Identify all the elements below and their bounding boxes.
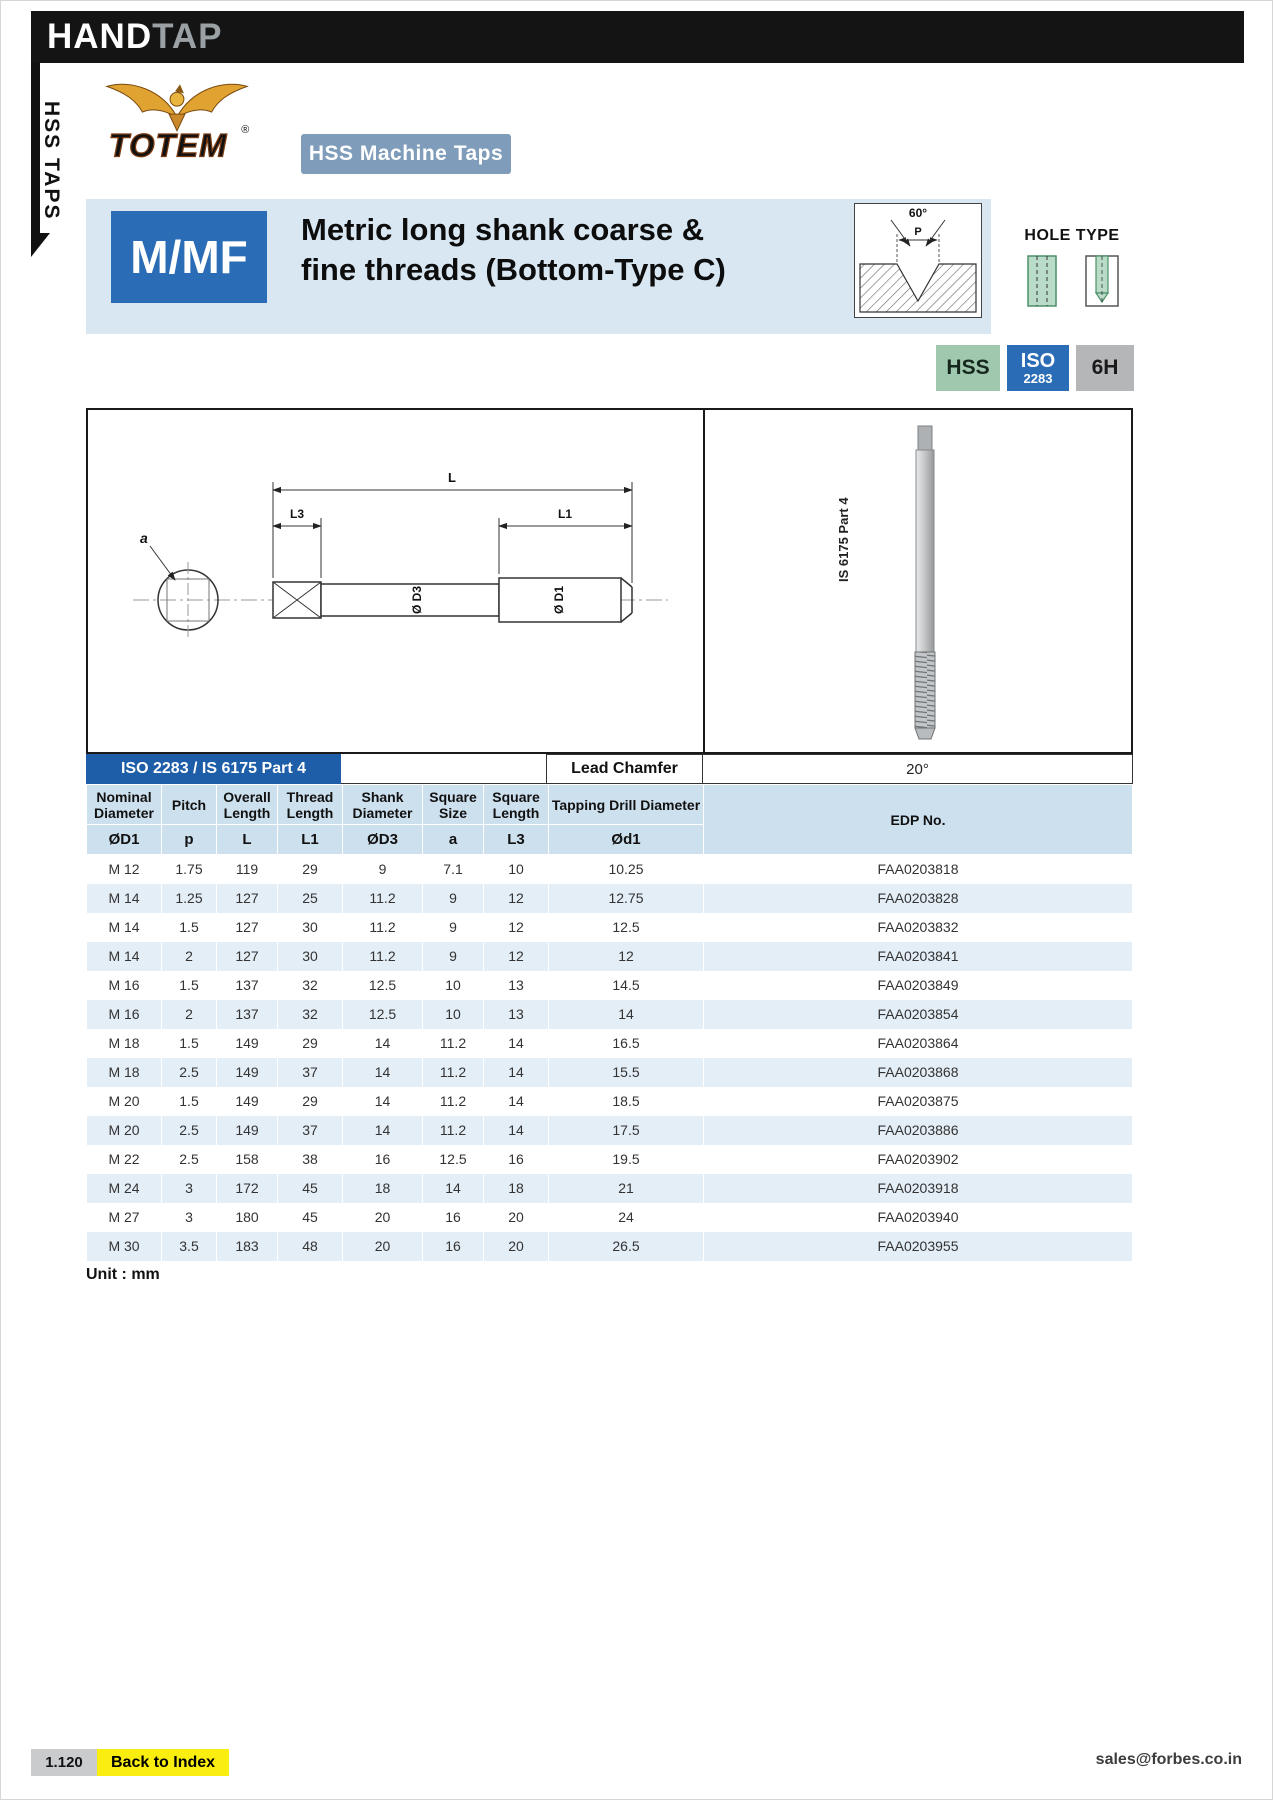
spec-cell: M 16 — [87, 1000, 162, 1029]
banner-title-bold: HAND — [47, 17, 153, 56]
badge-iso-sublabel: 2283 — [1023, 370, 1053, 386]
badge-iso-label: ISO — [1020, 349, 1056, 372]
table-row — [87, 1203, 1133, 1232]
spec-cell: 37 — [278, 1116, 343, 1145]
spec-cell: 14 — [343, 1058, 423, 1087]
edp-cell: FAA0203854 — [704, 1000, 1133, 1029]
spec-cell: M 20 — [87, 1116, 162, 1145]
banner-title-light: TAP — [152, 17, 223, 56]
table-row — [87, 1058, 1133, 1087]
spec-cell: 2.5 — [162, 1116, 217, 1145]
table-row — [87, 855, 1133, 884]
spec-cell: 9 — [343, 855, 423, 884]
spec-cell: 3 — [162, 1174, 217, 1203]
spec-cell: 11.2 — [423, 1029, 484, 1058]
spec-cell: 2.5 — [162, 1145, 217, 1174]
dim-d1-label: Ø D1 — [552, 585, 567, 615]
spec-table — [86, 784, 1133, 1261]
table-row — [87, 1116, 1133, 1145]
hole-type-icons — [1001, 253, 1143, 309]
spec-cell: 20 — [484, 1203, 549, 1232]
sidebar-section-label: HSS TAPS — [40, 101, 63, 221]
spec-cell: 1.5 — [162, 1029, 217, 1058]
spec-cell: 14 — [484, 1116, 549, 1145]
page-number: 1.120 — [31, 1749, 97, 1776]
edp-cell: FAA0203886 — [704, 1116, 1133, 1145]
spec-cell: 149 — [217, 1087, 278, 1116]
table-row — [87, 971, 1133, 1000]
standard-vertical-label: IS 6175 Part 4 — [836, 497, 851, 582]
col-symbol-p: p — [162, 825, 217, 855]
spec-cell: 119 — [217, 855, 278, 884]
back-to-index-link[interactable]: Back to Index — [97, 1749, 229, 1776]
spec-cell: 45 — [278, 1174, 343, 1203]
spec-cell: 38 — [278, 1145, 343, 1174]
spec-cell: M 14 — [87, 884, 162, 913]
spec-cell: M 24 — [87, 1174, 162, 1203]
spec-cell: 12.5 — [343, 1000, 423, 1029]
spec-cell: 180 — [217, 1203, 278, 1232]
spec-cell: 149 — [217, 1029, 278, 1058]
spec-cell: 10 — [484, 855, 549, 884]
dim-l-label: L — [448, 470, 456, 485]
spec-cell: M 22 — [87, 1145, 162, 1174]
sidebar-arrow-icon — [31, 233, 50, 257]
spec-cell: 1.5 — [162, 971, 217, 1000]
spec-cell: 13 — [484, 1000, 549, 1029]
spec-cell: 14 — [484, 1087, 549, 1116]
spec-cell: M 30 — [87, 1232, 162, 1261]
spec-cell: 25 — [278, 884, 343, 913]
thread-profile-diagram — [854, 203, 982, 318]
spec-cell: 26.5 — [549, 1232, 704, 1261]
spec-cell: 7.1 — [423, 855, 484, 884]
dim-l1-label: L1 — [557, 507, 573, 521]
table-row — [87, 1029, 1133, 1058]
eagle-icon — [107, 84, 247, 131]
spec-cell: 1.5 — [162, 1087, 217, 1116]
edp-cell: FAA0203875 — [704, 1087, 1133, 1116]
spec-cell: 10.25 — [549, 855, 704, 884]
table-row — [87, 1174, 1133, 1203]
spec-cell: 158 — [217, 1145, 278, 1174]
spec-cell: 32 — [278, 1000, 343, 1029]
dim-a-label: a — [140, 530, 148, 546]
spec-cell: 18 — [343, 1174, 423, 1203]
spec-cell: 2.5 — [162, 1058, 217, 1087]
spec-cell: 12 — [484, 913, 549, 942]
spec-cell: 30 — [278, 913, 343, 942]
spec-cell: 16 — [343, 1145, 423, 1174]
spec-cell: 16.5 — [549, 1029, 704, 1058]
contact-email-link[interactable]: sales@forbes.co.in — [1095, 1751, 1242, 1768]
product-line-badge: HSS Machine Taps — [301, 134, 511, 174]
spec-cell: 12.5 — [343, 971, 423, 1000]
edp-cell: FAA0203955 — [704, 1232, 1133, 1261]
edp-cell: FAA0203918 — [704, 1174, 1133, 1203]
table-row — [87, 884, 1133, 913]
spec-table-section — [86, 754, 1133, 1261]
col-square-length: Square Length — [484, 785, 549, 825]
spec-cell: M 27 — [87, 1203, 162, 1232]
spec-cell: 29 — [278, 1087, 343, 1116]
badge-hss: HSS — [936, 345, 1000, 391]
spec-cell: 11.2 — [343, 942, 423, 971]
spec-cell: 1.5 — [162, 913, 217, 942]
spec-cell: 29 — [278, 1029, 343, 1058]
spec-cell: 14 — [484, 1058, 549, 1087]
spec-cell: 16 — [423, 1232, 484, 1261]
spec-cell: 14 — [549, 1000, 704, 1029]
spec-cell: 1.25 — [162, 884, 217, 913]
product-code-box: M/MF — [111, 211, 267, 303]
spec-cell: M 14 — [87, 942, 162, 971]
spec-cell: M 18 — [87, 1029, 162, 1058]
spec-cell: 48 — [278, 1232, 343, 1261]
col-symbol-od3: ØD3 — [343, 825, 423, 855]
spec-cell: 24 — [549, 1203, 704, 1232]
table-row — [87, 913, 1133, 942]
spec-cell: 172 — [217, 1174, 278, 1203]
standard-label-bar: ISO 2283 / IS 6175 Part 4 — [86, 754, 341, 784]
col-tapping-drill-diameter: Tapping Drill Diameter — [549, 785, 704, 825]
edp-cell: FAA0203868 — [704, 1058, 1133, 1087]
spec-cell: M 16 — [87, 971, 162, 1000]
badge-6h: 6H — [1076, 345, 1134, 391]
table-top-row — [86, 754, 1133, 784]
edp-cell: FAA0203832 — [704, 913, 1133, 942]
spec-cell: 21 — [549, 1174, 704, 1203]
spec-cell: 10 — [423, 1000, 484, 1029]
table-row — [87, 942, 1133, 971]
totem-logo — [93, 71, 261, 169]
col-edp-no: EDP No. — [704, 785, 1133, 855]
spec-cell: 9 — [423, 884, 484, 913]
spec-cell: 12.5 — [423, 1145, 484, 1174]
spec-cell: 13 — [484, 971, 549, 1000]
spec-cell: 30 — [278, 942, 343, 971]
unit-note: Unit : mm — [86, 1266, 160, 1283]
dim-d3-label: Ø D3 — [410, 585, 425, 615]
col-shank-diameter: Shank Diameter — [343, 785, 423, 825]
spec-cell: 12 — [484, 942, 549, 971]
col-symbol-l: L — [217, 825, 278, 855]
table-body — [87, 855, 1133, 1261]
spec-cell: 11.2 — [343, 913, 423, 942]
spec-cell: 19.5 — [549, 1145, 704, 1174]
spec-cell: 18 — [484, 1174, 549, 1203]
spec-cell: 11.2 — [423, 1116, 484, 1145]
pitch-label: P — [914, 226, 922, 238]
edp-cell: FAA0203828 — [704, 884, 1133, 913]
tap-dimension-drawing — [88, 410, 701, 752]
spec-cell: 11.2 — [423, 1058, 484, 1087]
spec-cell: 3 — [162, 1203, 217, 1232]
spec-cell: 1.75 — [162, 855, 217, 884]
spec-cell: M 20 — [87, 1087, 162, 1116]
edp-cell: FAA0203902 — [704, 1145, 1133, 1174]
spec-cell: 127 — [217, 942, 278, 971]
page-title-line2: fine threads (Bottom-Type C) — [301, 252, 726, 287]
spec-cell: M 18 — [87, 1058, 162, 1087]
col-symbol-a: a — [423, 825, 484, 855]
edp-cell: FAA0203849 — [704, 971, 1133, 1000]
spec-cell: 20 — [343, 1232, 423, 1261]
page-title — [301, 210, 861, 290]
spec-cell: 16 — [484, 1145, 549, 1174]
spec-cell: 32 — [278, 971, 343, 1000]
col-symbol-l3: L3 — [484, 825, 549, 855]
spec-cell: 12 — [484, 884, 549, 913]
col-square-size: Square Size — [423, 785, 484, 825]
col-symbol-od1-drill: Ød1 — [549, 825, 704, 855]
col-symbol-od1: ØD1 — [87, 825, 162, 855]
edp-cell: FAA0203841 — [704, 942, 1133, 971]
spec-cell: 17.5 — [549, 1116, 704, 1145]
spec-cell: 20 — [484, 1232, 549, 1261]
spec-cell: 183 — [217, 1232, 278, 1261]
totem-wordmark: TOTEM — [108, 126, 228, 164]
drawing-divider — [703, 410, 705, 752]
through-hole-icon — [1020, 253, 1064, 309]
spec-cell: 149 — [217, 1058, 278, 1087]
thread-angle-label: 60° — [908, 206, 928, 220]
tap-product-image — [883, 424, 967, 742]
table-row — [87, 1145, 1133, 1174]
spec-cell: 11.2 — [423, 1087, 484, 1116]
spec-cell: 14 — [484, 1029, 549, 1058]
spec-cell: 12.75 — [549, 884, 704, 913]
table-row — [87, 1232, 1133, 1261]
col-thread-length: Thread Length — [278, 785, 343, 825]
spec-cell: 14 — [343, 1029, 423, 1058]
spec-cell: 137 — [217, 971, 278, 1000]
spec-cell: 2 — [162, 942, 217, 971]
spec-cell: 45 — [278, 1203, 343, 1232]
spec-cell: 9 — [423, 942, 484, 971]
spec-cell: 37 — [278, 1058, 343, 1087]
spec-cell: M 14 — [87, 913, 162, 942]
spec-cell: 149 — [217, 1116, 278, 1145]
spec-cell: 14 — [343, 1116, 423, 1145]
spec-cell: 3.5 — [162, 1232, 217, 1261]
technical-drawing-box — [86, 408, 1133, 754]
spec-cell: 10 — [423, 971, 484, 1000]
dim-l3-label: L3 — [289, 507, 305, 521]
edp-cell: FAA0203864 — [704, 1029, 1133, 1058]
spec-cell: 9 — [423, 913, 484, 942]
spec-cell: 12 — [549, 942, 704, 971]
spec-cell: 29 — [278, 855, 343, 884]
col-overall-length: Overall Length — [217, 785, 278, 825]
spec-cell: 16 — [423, 1203, 484, 1232]
spec-cell: M 12 — [87, 855, 162, 884]
spec-cell: 127 — [217, 884, 278, 913]
lead-chamfer-gap — [341, 754, 546, 784]
table-row — [87, 1087, 1133, 1116]
col-symbol-l1: L1 — [278, 825, 343, 855]
edp-cell: FAA0203940 — [704, 1203, 1133, 1232]
badge-iso — [1007, 345, 1069, 391]
spec-cell: 11.2 — [343, 884, 423, 913]
table-row — [87, 1000, 1133, 1029]
hole-type-label: HOLE TYPE — [1024, 227, 1120, 244]
col-pitch: Pitch — [162, 785, 217, 825]
registered-mark: ® — [241, 123, 250, 136]
thread-profile-svg — [855, 204, 981, 317]
spec-cell: 18.5 — [549, 1087, 704, 1116]
col-nominal-diameter: Nominal Diameter — [87, 785, 162, 825]
edp-cell: FAA0203818 — [704, 855, 1133, 884]
spec-cell: 14.5 — [549, 971, 704, 1000]
spec-cell: 137 — [217, 1000, 278, 1029]
lead-chamfer-value: 20° — [703, 754, 1133, 784]
hole-type-section — [1001, 227, 1143, 309]
spec-cell: 14 — [423, 1174, 484, 1203]
lead-chamfer-label: Lead Chamfer — [546, 754, 703, 784]
spec-cell: 2 — [162, 1000, 217, 1029]
page-title-line1: Metric long shank coarse & — [301, 212, 705, 247]
spec-cell: 15.5 — [549, 1058, 704, 1087]
spec-cell: 12.5 — [549, 913, 704, 942]
spec-cell: 20 — [343, 1203, 423, 1232]
spec-cell: 14 — [343, 1087, 423, 1116]
bottom-hole-icon — [1080, 253, 1124, 309]
spec-cell: 127 — [217, 913, 278, 942]
top-banner — [31, 11, 1244, 63]
